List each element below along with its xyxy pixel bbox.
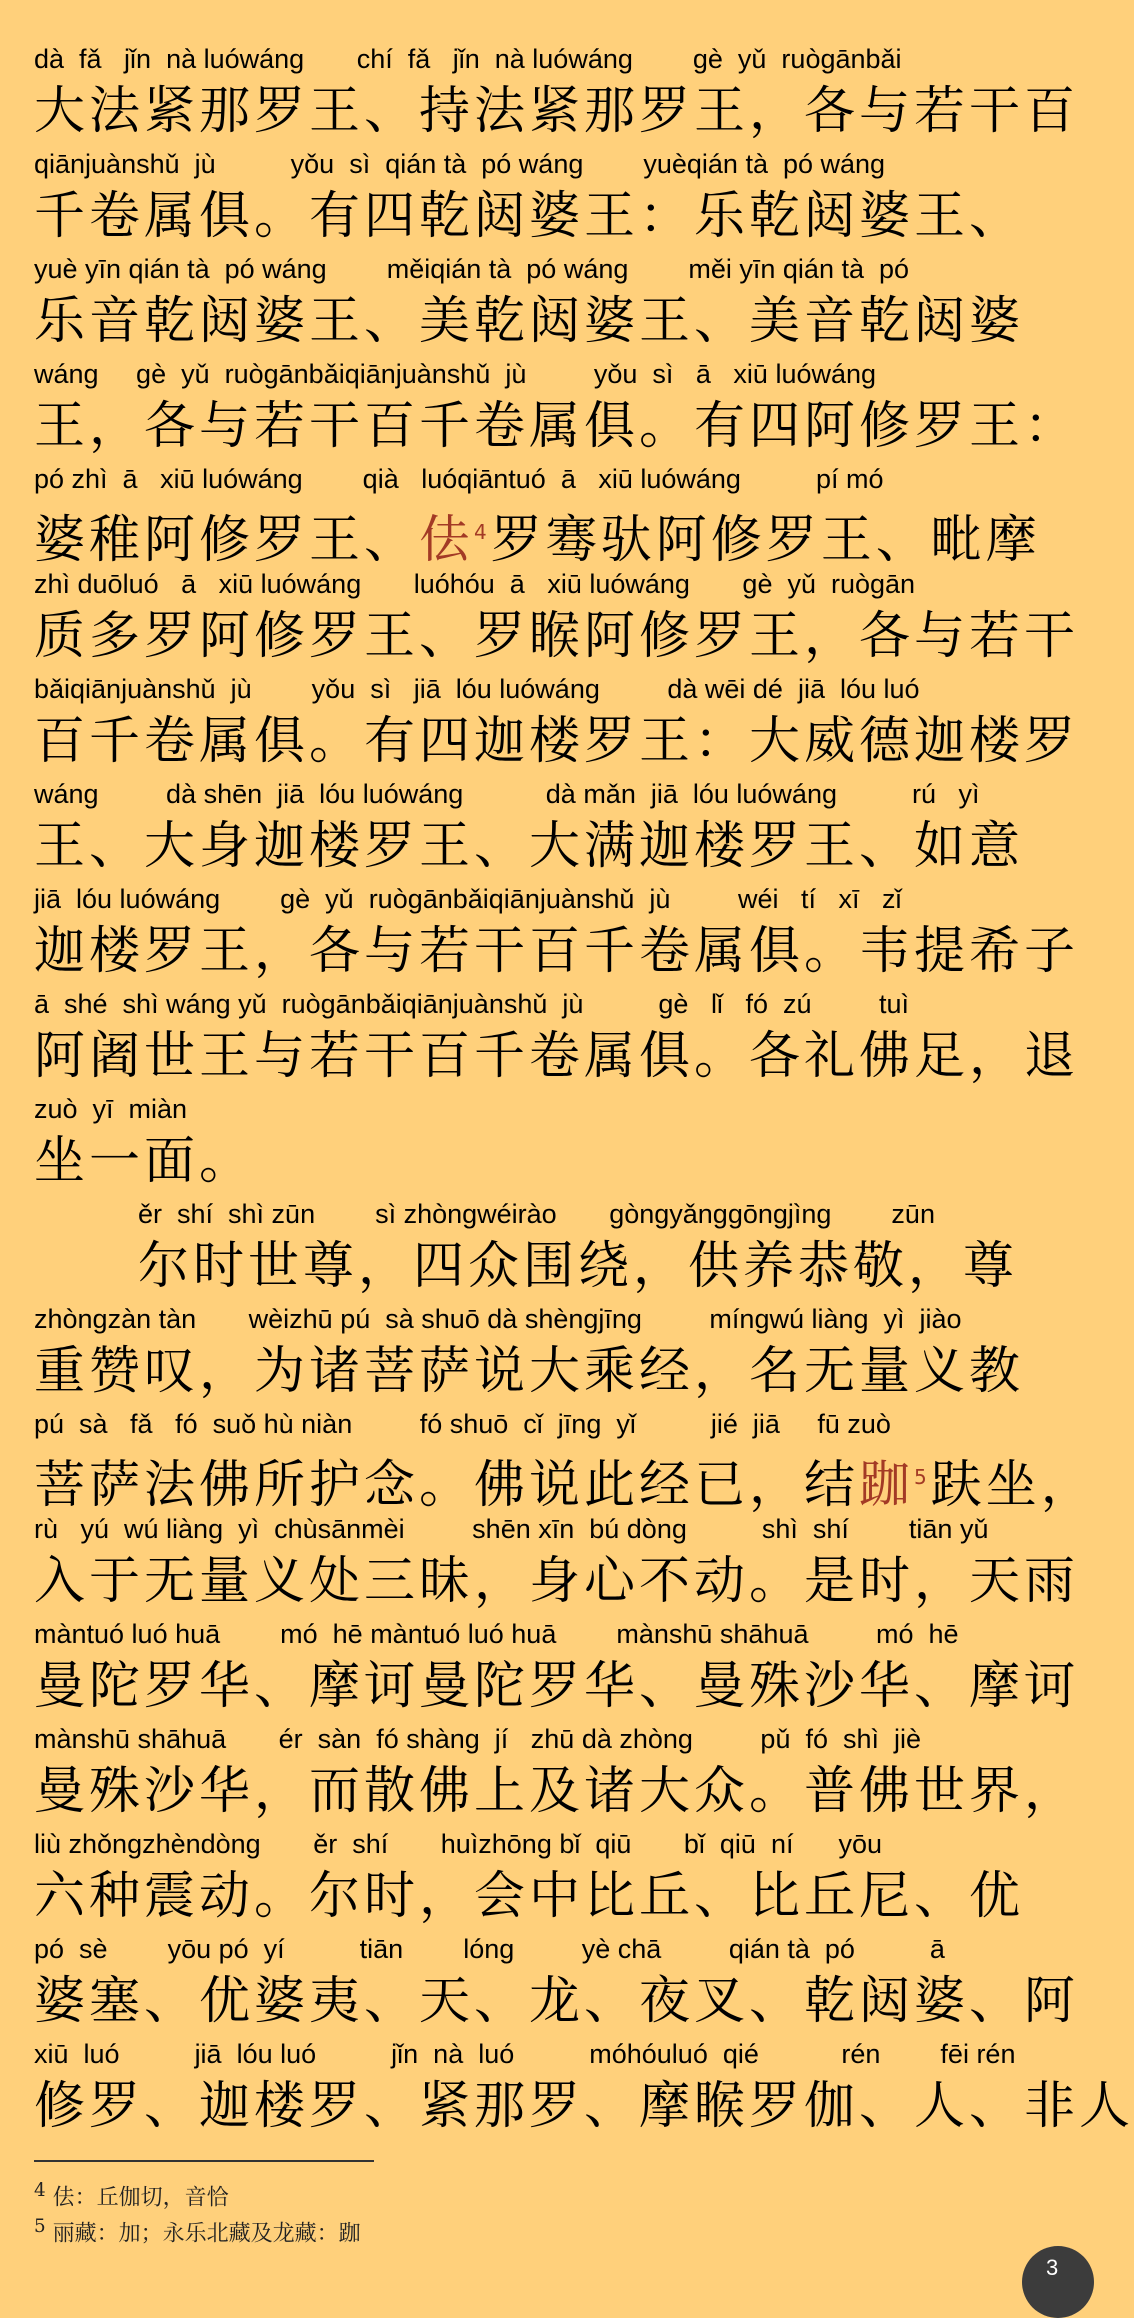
pinyin-annotation: pó sè yōu pó yí tiān lóng yè chā qián tà pó ā	[34, 1934, 945, 1964]
pinyin-annotation: jiā lóu luówáng gè yǔ ruògānbǎiqiānjuànshǔ jù wéi tí xī zǐ	[34, 884, 902, 914]
pinyin-annotation: ā shé shì wáng yǔ ruògānbǎiqiānjuànshǔ jù gè lǐ fó zú tuì	[34, 989, 910, 1019]
chinese-text	[34, 1443, 1096, 1515]
pinyin-annotation: yuè yīn qián tà pó wáng měiqián tà pó wáng měi yīn qián tà pó	[34, 254, 910, 284]
chinese-text: 重赞叹，为诸菩萨说大乘经，名无量义教	[34, 1342, 1025, 1401]
verse-line	[34, 1930, 1080, 2036]
chinese-text: 六种震动。尔时，会中比丘、比丘尼、优	[34, 1867, 1025, 1926]
page-number-badge: 3	[1022, 2246, 1094, 2318]
annotated-character: 佉	[419, 511, 475, 570]
pinyin-annotation: qiānjuànshǔ jù yǒu sì qián tà pó wáng yuèqián tà pó wáng	[34, 149, 886, 179]
chinese-text: 婆塞、优婆夷、天、龙、夜叉、乾闼婆、阿	[34, 1972, 1080, 2031]
text-segment: 趺坐，	[930, 1456, 1096, 1515]
chinese-text: 王、大身迦楼罗王、大满迦楼罗王、如意	[34, 817, 1025, 876]
chinese-text: 大法紧那罗王、持法紧那罗王，各与若干百	[34, 82, 1080, 141]
verse-line	[34, 1615, 1080, 1721]
footnote-number: 4	[34, 2180, 46, 2201]
pinyin-annotation: pú sà fǎ fó suǒ hù niàn fó shuō cǐ jīng yǐ jié jiā fū zuò	[34, 1409, 891, 1439]
pinyin-annotation: wáng dà shēn jiā lóu luówáng dà mǎn jiā lóu luówáng rú yì	[34, 779, 980, 809]
pinyin-annotation: wáng gè yǔ ruògānbǎiqiānjuànshǔ jù yǒu sì ā xiū luówáng	[34, 359, 877, 389]
pinyin-annotation: màntuó luó huā mó hē màntuó luó huā mànshū shāhuā mó hē	[34, 1619, 959, 1649]
footnote-text: 丽藏：加；永乐北藏及龙藏：跏	[52, 2221, 361, 2247]
verse-line	[34, 1405, 1096, 1515]
verse-line	[34, 565, 1080, 671]
chinese-text	[34, 498, 1046, 570]
pinyin-annotation: rù yú wú liàng yì chùsānmèi shēn xīn bú dòng shì shí tiān yǔ	[34, 1514, 989, 1544]
pinyin-annotation: pó zhì ā xiū luówáng qià luóqiāntuó ā xiū luówáng pí mó	[34, 464, 884, 494]
text-segment: 菩萨法佛所护念。佛说此经已，结	[34, 1456, 860, 1515]
pinyin-annotation: zhòngzàn tàn wèizhū pú sà shuō dà shèngjīng míngwú liàng yì jiào	[34, 1304, 962, 1334]
verse-line	[34, 250, 1046, 356]
footnote-text: 佉：丘伽切，音恰	[52, 2185, 229, 2211]
pinyin-annotation: ěr shí shì zūn sì zhòngwéirào gòngyǎnggōngjìng zūn	[138, 1199, 935, 1229]
verse-line	[34, 1720, 1080, 1826]
footnote-4	[34, 2174, 229, 2211]
chinese-text: 迦楼罗王，各与若干百千卷属俱。韦提希子	[34, 922, 1080, 981]
verse-line	[34, 1825, 1046, 1931]
text-segment: 罗骞驮阿修罗王、毗摩	[490, 511, 1041, 570]
footnote-reference[interactable]: 4	[474, 520, 491, 544]
footnote-number: 5	[34, 2216, 46, 2237]
pinyin-annotation: liù zhǒngzhèndòng ěr shí huìzhōng bǐ qiū bǐ qiū ní yōu	[34, 1829, 883, 1859]
chinese-text: 入于无量义处三昧，身心不动。是时，天雨	[34, 1552, 1080, 1611]
chinese-text: 千卷属俱。有四乾闼婆王：乐乾闼婆王、	[34, 187, 1025, 246]
chinese-text: 阿阇世王与若干百千卷属俱。各礼佛足，退	[34, 1027, 1080, 1086]
verse-line	[34, 460, 1046, 570]
verse-line	[34, 2035, 1134, 2141]
chinese-text: 坐一面。	[34, 1132, 255, 1191]
chinese-text: 王，各与若干百千卷属俱。有四阿修罗王：	[34, 397, 1080, 456]
pinyin-annotation: mànshū shāhuā ér sàn fó shàng jí zhū dà zhòng pǔ fó shì jiè	[34, 1724, 922, 1754]
chinese-text: 百千卷属俱。有四迦楼罗王：大威德迦楼罗	[34, 712, 1080, 771]
footnote-5	[34, 2210, 361, 2247]
verse-line	[34, 985, 1080, 1091]
pinyin-annotation: zhì duōluó ā xiū luówáng luóhóu ā xiū luówáng gè yǔ ruògān	[34, 569, 916, 599]
annotated-character: 跏	[859, 1456, 915, 1515]
verse-line	[34, 1090, 1046, 1196]
chinese-text: 乐音乾闼婆王、美乾闼婆王、美音乾闼婆	[34, 292, 1025, 351]
verse-line	[34, 670, 1080, 776]
verse-line	[34, 40, 1080, 146]
chinese-text: 质多罗阿修罗王、罗睺阿修罗王，各与若干	[34, 607, 1080, 666]
pinyin-annotation: dà fǎ jǐn nà luówáng chí fǎ jǐn nà luówáng gè yǔ ruògānbǎi	[34, 44, 902, 74]
verse-line	[34, 880, 1080, 986]
pinyin-annotation: zuò yī miàn	[34, 1094, 188, 1124]
verse-line	[34, 1195, 1046, 1301]
verse-line	[34, 355, 1080, 461]
verse-line	[34, 145, 1046, 251]
chinese-text: 修罗、迦楼罗、紧那罗、摩睺罗伽、人、非人	[34, 2077, 1134, 2136]
chinese-text: 曼陀罗华、摩诃曼陀罗华、曼殊沙华、摩诃	[34, 1657, 1080, 1716]
pinyin-annotation: bǎiqiānjuànshǔ jù yǒu sì jiā lóu luówáng dà wēi dé jiā lóu luó	[34, 674, 920, 704]
chinese-text: 曼殊沙华，而散佛上及诸大众。普佛世界，	[34, 1762, 1080, 1821]
pinyin-annotation: xiū luó jiā lóu luó jǐn nà luó móhóuluó qié rén fēi rén	[34, 2039, 1016, 2069]
text-segment: 婆稚阿修罗王、	[34, 511, 420, 570]
verse-line	[34, 1300, 1046, 1406]
footnote-reference[interactable]: 5	[914, 1465, 931, 1489]
chinese-text: 尔时世尊，四众围绕，供养恭敬，尊	[138, 1237, 1019, 1296]
verse-line	[34, 775, 1046, 881]
footnote-divider	[34, 2160, 374, 2162]
verse-line	[34, 1510, 1080, 1616]
